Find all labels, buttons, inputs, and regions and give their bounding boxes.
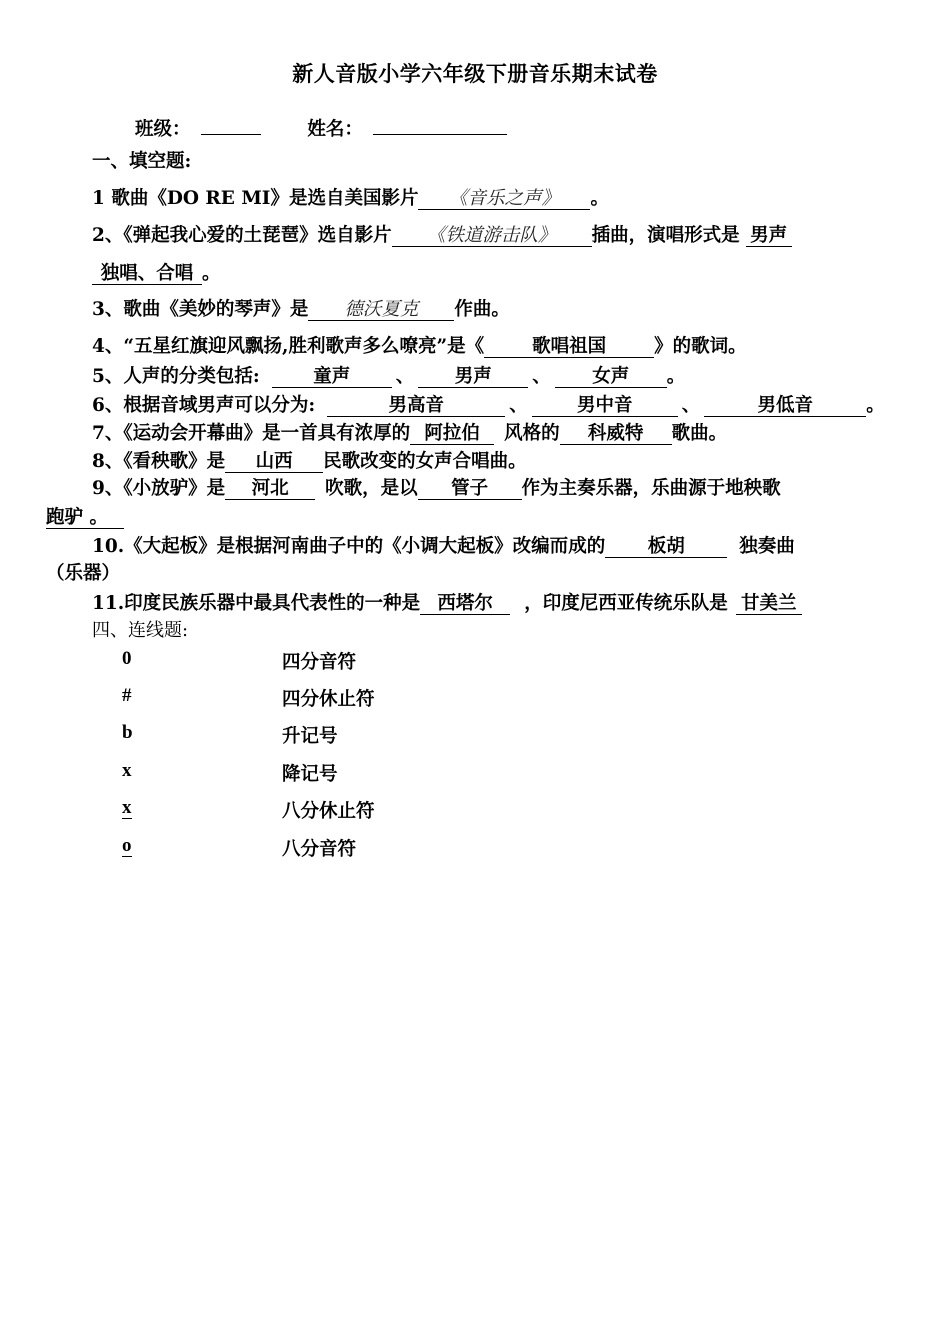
q8-text: 8、《看秧歌》是 <box>92 451 226 472</box>
match-symbol-2: # <box>122 685 132 706</box>
question-10-cont: （乐器） <box>46 563 121 584</box>
section1-heading: 一、填空题: <box>92 151 192 172</box>
q6-text: 6、根据音域男声可以分为: <box>92 395 316 416</box>
q2-text: 2、《弹起我心爱的土琵琶》选自影片 <box>92 225 392 246</box>
q5-text: 5、人声的分类包括: <box>92 366 260 387</box>
q7-answer-1: 阿拉伯 <box>410 424 494 445</box>
name-label: 姓名： <box>307 119 363 140</box>
match-meaning-4: 降记号 <box>282 764 338 785</box>
q9-text: 9、《小放驴》是 <box>92 478 226 499</box>
match-symbol-5-text: x <box>122 797 132 818</box>
q6-answer-3: 男低音 <box>704 396 866 417</box>
question-8 <box>92 452 527 473</box>
match-symbol-4: x <box>122 760 132 781</box>
q5-answer-3: 女声 <box>555 367 667 388</box>
match-symbol-5 <box>122 797 132 819</box>
q4-end: 》的歌词。 <box>654 336 747 357</box>
question-2-cont <box>92 264 221 285</box>
q6-sep-2: 、 <box>681 395 701 416</box>
question-4 <box>92 337 747 358</box>
q7-text: 7、《运动会开幕曲》是一首具有浓厚的 <box>92 423 411 444</box>
q9-tail: 跑驴 。 <box>46 508 124 529</box>
q2-answer-film: 《铁道游击队》 <box>392 226 592 247</box>
q6-answer-1: 男高音 <box>327 396 505 417</box>
question-1 <box>92 189 609 210</box>
match-meaning-1: 四分音符 <box>282 652 357 673</box>
question-3 <box>92 300 510 321</box>
question-2 <box>92 226 792 247</box>
class-label: 班级： <box>135 119 191 140</box>
q4-text: 4、“五星红旗迎风飘扬,胜利歌声多么嘹亮”是《 <box>92 336 485 357</box>
match-meaning-5: 八分休止符 <box>282 801 375 822</box>
q6-sep-1: 、 <box>509 395 528 416</box>
q5-answer-2: 男声 <box>418 367 528 388</box>
name-field[interactable] <box>373 116 507 135</box>
question-9 <box>92 479 781 500</box>
q11-mid: ，印度尼西亚传统乐队是 <box>524 593 728 614</box>
q5-end: 。 <box>666 366 686 387</box>
q7-mid: 风格的 <box>504 423 560 444</box>
page-title: 新人音版小学六年级下册音乐期末试卷 <box>292 61 658 86</box>
match-meaning-3: 升记号 <box>282 726 338 747</box>
match-symbol-6-text: o <box>122 835 132 856</box>
q3-text: 3、歌曲《美妙的琴声》是 <box>92 299 309 320</box>
q7-answer-2: 科威特 <box>560 424 672 445</box>
q8-end: 民歌改变的女声合唱曲。 <box>323 451 527 472</box>
q2-answer-form-a: 男声 <box>746 226 792 247</box>
q2-answer-form-b: 独唱、合唱 <box>92 264 202 285</box>
match-meaning-2: 四分休止符 <box>282 689 375 710</box>
class-field[interactable] <box>201 116 261 135</box>
question-7 <box>92 424 727 445</box>
q5-answer-1: 童声 <box>272 367 392 388</box>
q9-mid-2: 作为主奏乐器，乐曲源于地秧歌 <box>521 478 781 499</box>
q8-answer: 山西 <box>225 452 323 473</box>
q1-answer: 《音乐之声》 <box>418 189 590 210</box>
match-symbol-1: 0 <box>122 648 132 669</box>
q5-sep-1: 、 <box>395 366 415 387</box>
q11-text: 11.印度民族乐器中最具代表性的一种是 <box>92 593 421 614</box>
match-meaning-6: 八分音符 <box>282 839 357 860</box>
q4-answer: 歌唱祖国 <box>484 337 654 358</box>
q1-end: 。 <box>590 188 609 209</box>
q9-answer-1: 河北 <box>225 479 315 500</box>
match-symbol-6 <box>122 835 132 857</box>
q11-answer-1: 西塔尔 <box>420 594 510 615</box>
q2-mid: 插曲，演唱形式是 <box>591 225 740 246</box>
q10-answer: 板胡 <box>605 537 727 558</box>
class-name-row <box>135 116 507 140</box>
q9-answer-2: 管子 <box>418 479 522 500</box>
question-9-cont <box>46 508 124 529</box>
q10-end: 独奏曲 <box>739 536 795 557</box>
q6-end: 。 <box>866 395 885 416</box>
q9-mid-1: 吹歌，是以 <box>325 478 418 499</box>
question-6 <box>92 396 885 417</box>
q3-end: 作曲。 <box>454 299 510 320</box>
q5-sep-2: 、 <box>532 366 551 387</box>
q7-end: 歌曲。 <box>671 423 728 444</box>
question-11 <box>92 594 802 615</box>
q6-answer-2: 男中音 <box>532 396 678 417</box>
q2-end: 。 <box>202 263 221 284</box>
q10-text: 10.《大起板》是根据河南曲子中的《小调大起板》改编而成的 <box>92 536 606 557</box>
question-10 <box>92 537 795 558</box>
match-symbol-3: b <box>122 722 133 743</box>
question-5 <box>92 367 685 388</box>
section4-heading: 四、连线题: <box>92 620 189 641</box>
q1-text: 1 歌曲《DO RE MI》是选自美国影片 <box>92 188 419 209</box>
q3-answer: 德沃夏克 <box>308 300 454 321</box>
q11-answer-2: 甘美兰 <box>736 594 802 615</box>
